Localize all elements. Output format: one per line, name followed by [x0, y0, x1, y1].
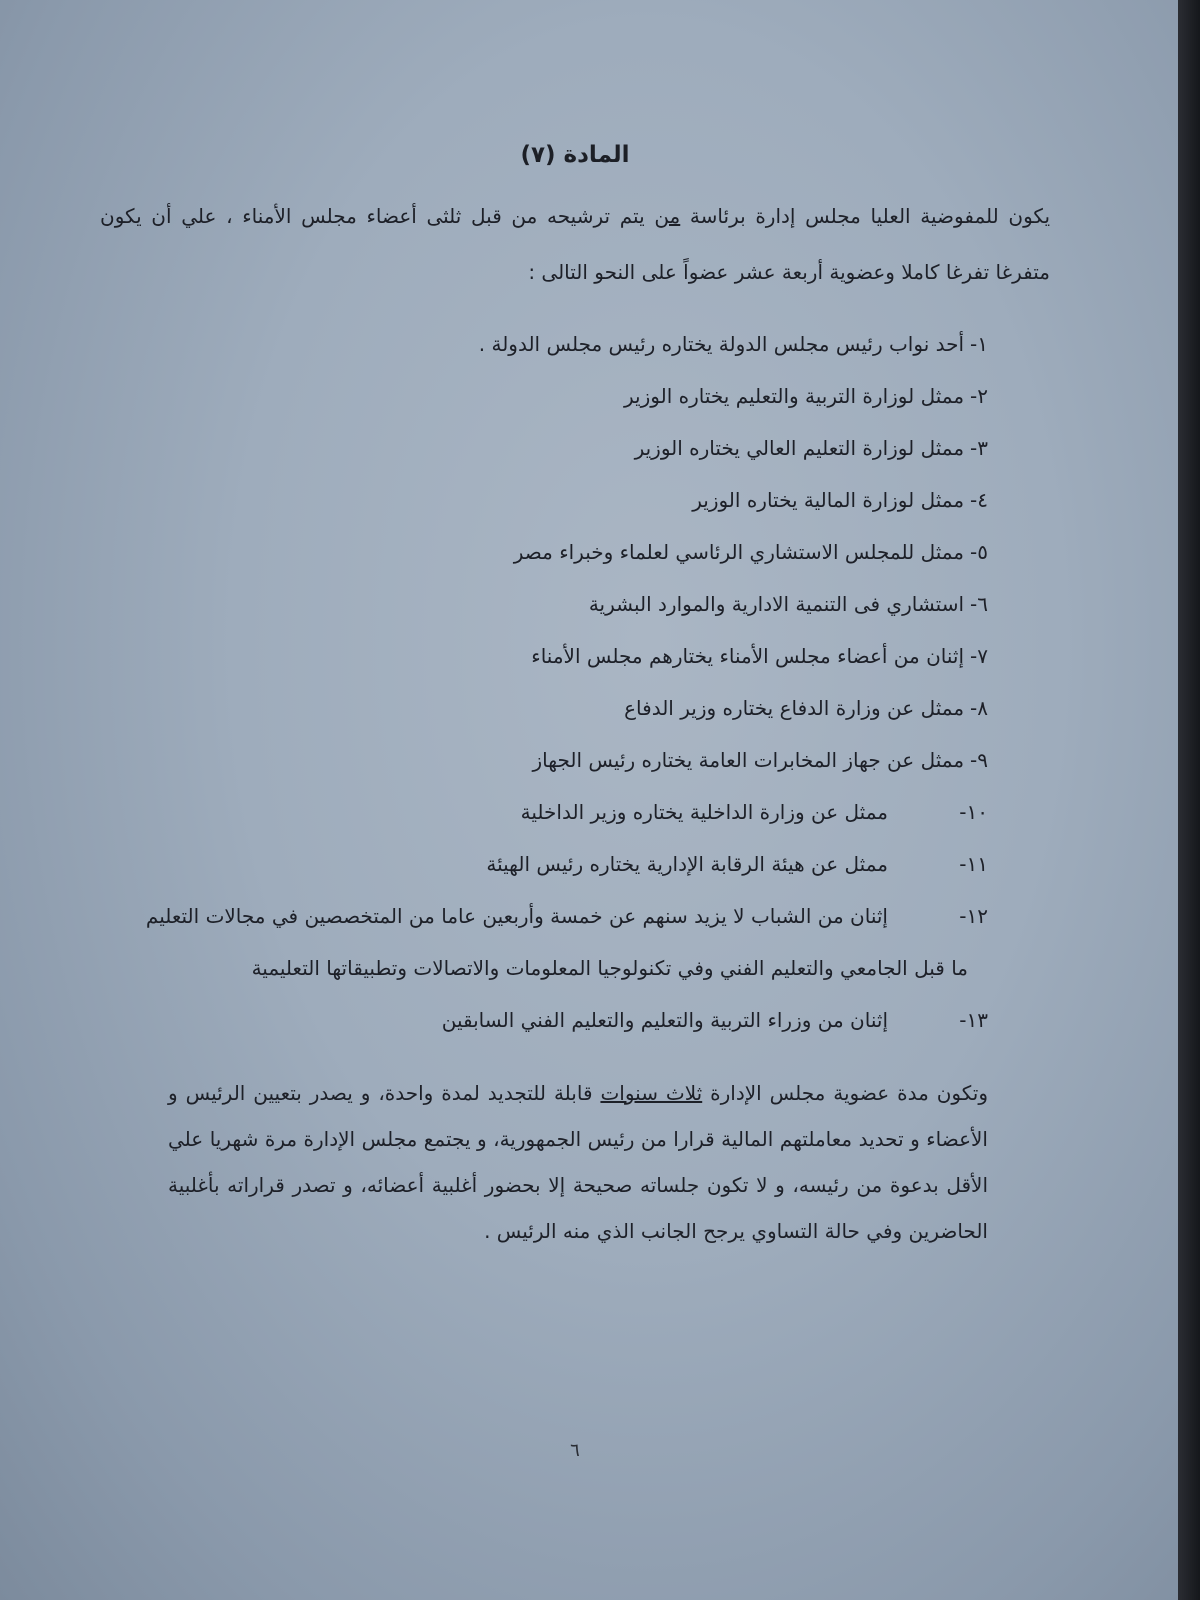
- item-text: ممثل لوزارة التربية والتعليم يختاره الوزير: [624, 384, 965, 408]
- item-text-continuation: ما قبل الجامعي والتعليم الفني وفي تكنولوجيا المعلومات والاتصالات وتطبيقاتها التعليمية: [251, 956, 968, 980]
- item-text: ممثل للمجلس الاستشاري الرئاسي لعلماء وخبراء مصر: [513, 540, 965, 564]
- item-number: ٤-: [970, 488, 988, 512]
- item-number: ١١-: [959, 852, 988, 876]
- list-item: [88, 682, 988, 734]
- list-item: [88, 370, 988, 422]
- list-item: [88, 786, 988, 838]
- outro-text-2: قابلة للتجديد لمدة واحدة، و يصدر بتعيين الرئيس و الأعضاء و تحديد معاملتهم المالية قرارا من رئيس الجمهورية، و يجتمع مجلس الإدارة مرة شهريا علي الأقل بدعوة من رئيسه، و لا تكون جلساته صحيحة إلا بحضور أغلبية أعضائه، و تصدر قراراته بأغلبية الحاضرين وفي حالة التساوي يرجح الجانب الذي منه الرئيس .: [168, 1081, 988, 1243]
- intro-text-1: يكون للمفوضية العليا مجلس إدارة برئاسة: [689, 204, 1051, 228]
- item-text: إثنان من الشباب لا يزيد سنهم عن خمسة وأربعين عاما من المتخصصين في مجالات التعليم: [145, 904, 888, 928]
- item-text: أحد نواب رئيس مجلس الدولة يختاره رئيس مجلس الدولة .: [478, 332, 965, 356]
- list-item: [88, 734, 988, 786]
- item-number: ١٠-: [959, 800, 988, 824]
- background-edge: [1178, 0, 1200, 1600]
- item-text: ممثل لوزارة التعليم العالي يختاره الوزير: [634, 436, 965, 460]
- list-item: [88, 474, 988, 526]
- item-number: ٢-: [970, 384, 988, 408]
- list-item: [88, 838, 988, 890]
- item-text: إثنان من أعضاء مجلس الأمناء يختارهم مجلس الأمناء: [531, 644, 965, 668]
- list-item: [88, 526, 988, 578]
- list-item: [88, 578, 988, 630]
- members-list: [88, 318, 988, 1046]
- item-text: ممثل عن وزارة الداخلية يختاره وزير الداخلية: [520, 800, 888, 824]
- list-item: [88, 994, 988, 1046]
- item-text: ممثل لوزارة المالية يختاره الوزير: [692, 488, 965, 512]
- list-item: [88, 318, 988, 370]
- closing-paragraph: [168, 1070, 988, 1254]
- item-text: استشاري فى التنمية الادارية والموارد البشرية: [588, 592, 965, 616]
- item-number: ٧-: [970, 644, 988, 668]
- outro-text-1: وتكون مدة عضوية مجلس الإدارة: [710, 1081, 988, 1105]
- list-item: [88, 890, 988, 994]
- item-text: ممثل عن هيئة الرقابة الإدارية يختاره رئيس الهيئة: [486, 852, 888, 876]
- item-number: ١-: [970, 332, 988, 356]
- item-number: ٣-: [970, 436, 988, 460]
- item-text: ممثل عن جهاز المخابرات العامة يختاره رئيس الجهاز: [532, 748, 965, 772]
- item-number: ٨-: [970, 696, 988, 720]
- intro-underlined-word: من: [654, 204, 681, 228]
- list-item: [88, 422, 988, 474]
- item-text: إثنان من وزراء التربية والتعليم والتعليم الفني السابقين: [441, 1008, 888, 1032]
- item-number: ١٢-: [959, 904, 988, 928]
- article-title: المادة (٧): [520, 142, 630, 168]
- item-number: ١٣-: [959, 1008, 988, 1032]
- outro-underlined-term: ثلاث سنوات: [600, 1081, 703, 1105]
- intro-text-2: يتم ترشيحه من قبل ثلثى أعضاء مجلس الأمناء ، علي أن يكون متفرغا تفرغا كاملا وعضوية أربعة عشر عضواً على النحو التالى :: [100, 204, 1050, 284]
- list-item: [88, 630, 988, 682]
- item-number: ٥-: [970, 540, 988, 564]
- page-number: ٦: [570, 1440, 580, 1461]
- item-number: ٩-: [970, 748, 988, 772]
- intro-paragraph: [100, 188, 1050, 300]
- item-number: ٦-: [970, 592, 988, 616]
- item-text: ممثل عن وزارة الدفاع يختاره وزير الدفاع: [624, 696, 965, 720]
